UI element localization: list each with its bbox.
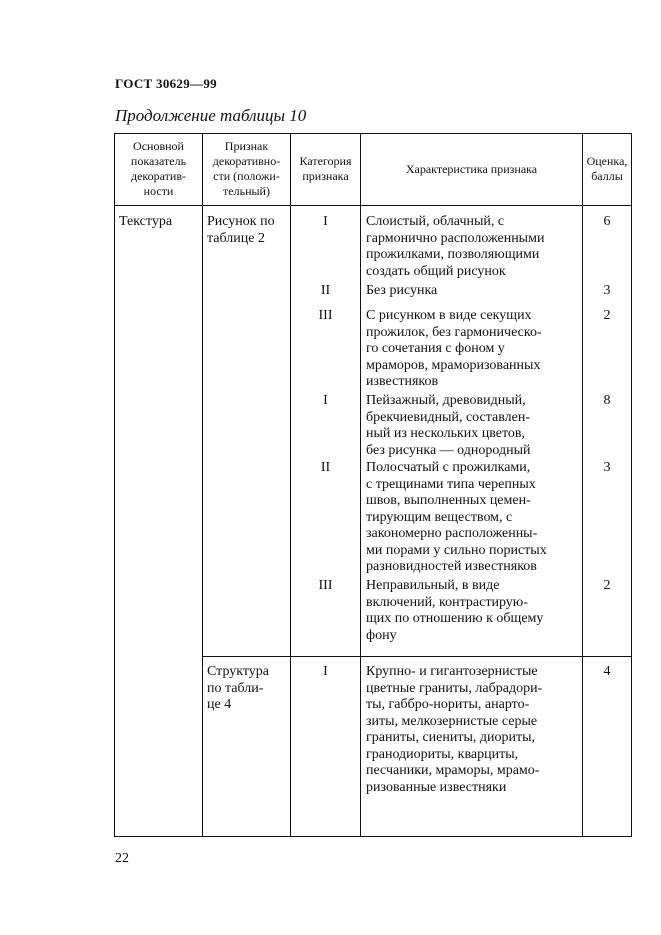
- table-row-category: I: [323, 214, 328, 229]
- header-characteristic: Характеристика признака: [405, 162, 538, 176]
- table-row-characteristic: С рисунком в виде секущих прожилок, без гармоническо- го сочетания с фоном у мраморов, мраморизованных известняков: [366, 308, 542, 389]
- table-row-characteristic: Крупно- и гигантозернистые цветные граниты, лабрадори- ты, габбро-нориты, анарто- зиты, мелкозернистые серые граниты, сиениты, диориты, гранодиориты, кварциты, песчаники, мраморы, мрамо- ризованные известняки: [366, 664, 543, 795]
- table-row-characteristic: Без рисунка: [366, 283, 438, 298]
- table-row-score: 2: [603, 308, 611, 323]
- table-row-characteristic: Неправильный, в виде включений, контрастирую- щих по отношению к общему фону: [366, 578, 544, 643]
- header-category: Категория признака: [299, 154, 352, 183]
- document-code: ГОСТ 30629—99: [115, 76, 217, 91]
- column-divider-4: [582, 133, 583, 837]
- column-divider-1: [202, 133, 203, 837]
- table-row-characteristic: Пейзажный, древовидный, брекчиевидный, составлен- ный из нескольких цветов, без рисунка — однородный: [366, 393, 531, 458]
- group-divider: [202, 656, 632, 657]
- header-indicator: Основной показатель декоратив- ности: [130, 139, 187, 198]
- table-row-characteristic: Слоистый, облачный, с гармонично расположенными прожилками, позволяющими создать общий рисунок: [366, 214, 545, 279]
- table-row-category: I: [323, 393, 328, 408]
- header-score: Оценка, баллы: [586, 154, 628, 183]
- table-row-category: III: [318, 308, 333, 323]
- header-divider: [114, 205, 632, 206]
- header-feature: Признак декоративно- сти (положи- тельный): [212, 139, 281, 198]
- table-bottom-border: [114, 836, 632, 837]
- table-row-score: 3: [603, 283, 611, 298]
- table-right-border: [631, 133, 632, 837]
- table-row-score: 2: [603, 578, 611, 593]
- table-row-category: II: [320, 283, 331, 298]
- indicator-texture: Текстура: [119, 214, 173, 229]
- table-row-score: 8: [603, 393, 611, 408]
- table-top-border: [114, 133, 632, 134]
- table-row-category: I: [323, 664, 328, 679]
- table-row-category: III: [318, 578, 333, 593]
- column-divider-3: [360, 133, 361, 837]
- table-left-border: [114, 133, 115, 837]
- feature-structure: Структура по табли- це 4: [207, 664, 270, 712]
- feature-pattern: Рисунок по таблице 2: [207, 214, 275, 246]
- table-row-score: 3: [603, 460, 611, 475]
- table-caption: Продолжение таблицы 10: [115, 106, 307, 125]
- table-row-score: 4: [603, 664, 611, 679]
- table-row-category: II: [320, 460, 331, 475]
- table-row-score: 6: [603, 214, 611, 229]
- table-row-characteristic: Полосчатый с прожилками, с трещинами типа черепных швов, выполненных цемен- тирующим веществом, с закономерно расположенны- ми порами у сильно пористых разновидностей известняков: [366, 460, 547, 574]
- characteristics-table: [114, 133, 632, 837]
- page-number: 22: [115, 851, 129, 866]
- column-divider-2: [290, 133, 291, 837]
